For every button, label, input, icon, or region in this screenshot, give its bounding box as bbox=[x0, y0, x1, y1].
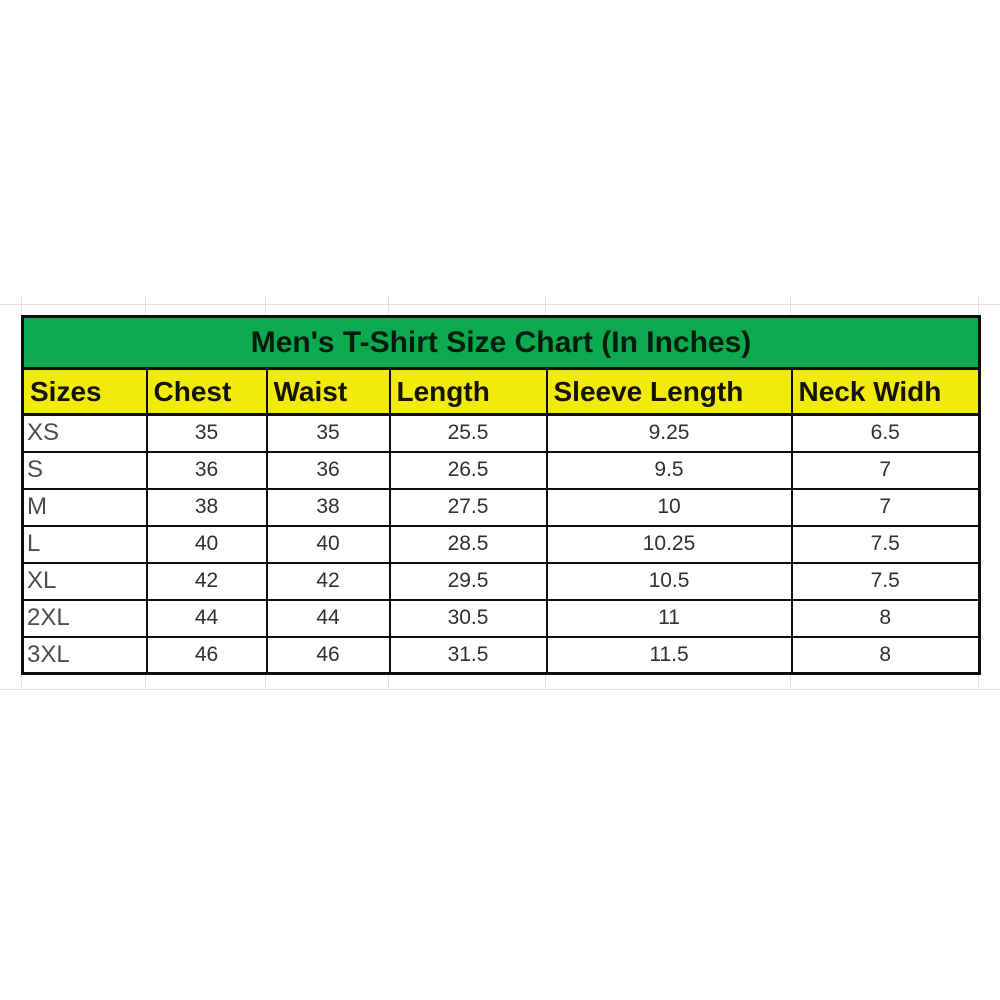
faint-gridline-tick bbox=[545, 675, 546, 690]
faint-gridline-tick bbox=[790, 296, 791, 315]
faint-gridline-tick bbox=[790, 675, 791, 690]
length-value: 27.5 bbox=[390, 489, 547, 526]
chest-value: 44 bbox=[147, 600, 267, 637]
faint-gridline-tick bbox=[388, 296, 389, 315]
chest-value: 35 bbox=[147, 415, 267, 452]
table-row-2xl bbox=[23, 600, 980, 637]
table-title: Men's T-Shirt Size Chart (In Inches) bbox=[23, 317, 980, 369]
faint-gridline-tick bbox=[21, 296, 22, 315]
size-chart-table bbox=[21, 315, 981, 675]
faint-gridline-tick bbox=[145, 296, 146, 315]
waist-value: 36 bbox=[267, 452, 390, 489]
header-cell-chest: Chest bbox=[147, 369, 267, 415]
sleeve-length-value: 11.5 bbox=[547, 637, 792, 674]
faint-gridline-tick bbox=[978, 675, 979, 690]
header-cell-waist: Waist bbox=[267, 369, 390, 415]
length-value: 31.5 bbox=[390, 637, 547, 674]
length-value: 28.5 bbox=[390, 526, 547, 563]
chest-value: 38 bbox=[147, 489, 267, 526]
table-row-xl bbox=[23, 563, 980, 600]
table-row-3xl bbox=[23, 637, 980, 674]
waist-value: 42 bbox=[267, 563, 390, 600]
table-row-s bbox=[23, 452, 980, 489]
neck-width-value: 8 bbox=[792, 600, 980, 637]
neck-width-value: 7.5 bbox=[792, 563, 980, 600]
table-title-row bbox=[23, 317, 980, 369]
neck-width-value: 6.5 bbox=[792, 415, 980, 452]
faint-gridline-tick bbox=[545, 296, 546, 315]
chest-value: 40 bbox=[147, 526, 267, 563]
length-value: 29.5 bbox=[390, 563, 547, 600]
table-row-xs bbox=[23, 415, 980, 452]
sleeve-length-value: 10 bbox=[547, 489, 792, 526]
waist-value: 35 bbox=[267, 415, 390, 452]
waist-value: 46 bbox=[267, 637, 390, 674]
neck-width-value: 7 bbox=[792, 452, 980, 489]
length-value: 30.5 bbox=[390, 600, 547, 637]
size-label: XL bbox=[23, 563, 147, 600]
waist-value: 38 bbox=[267, 489, 390, 526]
chest-value: 46 bbox=[147, 637, 267, 674]
chest-value: 42 bbox=[147, 563, 267, 600]
faint-gridline-bottom bbox=[0, 689, 1000, 690]
header-cell-neck-width: Neck Widh bbox=[792, 369, 980, 415]
waist-value: 44 bbox=[267, 600, 390, 637]
neck-width-value: 8 bbox=[792, 637, 980, 674]
sleeve-length-value: 9.5 bbox=[547, 452, 792, 489]
chest-value: 36 bbox=[147, 452, 267, 489]
sleeve-length-value: 9.25 bbox=[547, 415, 792, 452]
size-label: 2XL bbox=[23, 600, 147, 637]
length-value: 25.5 bbox=[390, 415, 547, 452]
sleeve-length-value: 10.5 bbox=[547, 563, 792, 600]
faint-gridline-tick bbox=[21, 675, 22, 690]
header-cell-sleeve-length: Sleeve Length bbox=[547, 369, 792, 415]
neck-width-value: 7.5 bbox=[792, 526, 980, 563]
size-label: 3XL bbox=[23, 637, 147, 674]
sleeve-length-value: 11 bbox=[547, 600, 792, 637]
header-cell-length: Length bbox=[390, 369, 547, 415]
table-header-row bbox=[23, 369, 980, 415]
header-cell-sizes: Sizes bbox=[23, 369, 147, 415]
table-row-l bbox=[23, 526, 980, 563]
neck-width-value: 7 bbox=[792, 489, 980, 526]
sleeve-length-value: 10.25 bbox=[547, 526, 792, 563]
table-row-m bbox=[23, 489, 980, 526]
waist-value: 40 bbox=[267, 526, 390, 563]
faint-gridline-tick bbox=[978, 296, 979, 315]
size-label: L bbox=[23, 526, 147, 563]
size-label: S bbox=[23, 452, 147, 489]
size-label: M bbox=[23, 489, 147, 526]
size-label: XS bbox=[23, 415, 147, 452]
faint-gridline-tick bbox=[265, 296, 266, 315]
faint-gridline-top bbox=[0, 304, 1000, 305]
faint-gridline-tick bbox=[145, 675, 146, 690]
faint-gridline-tick bbox=[388, 675, 389, 690]
length-value: 26.5 bbox=[390, 452, 547, 489]
faint-gridline-tick bbox=[265, 675, 266, 690]
